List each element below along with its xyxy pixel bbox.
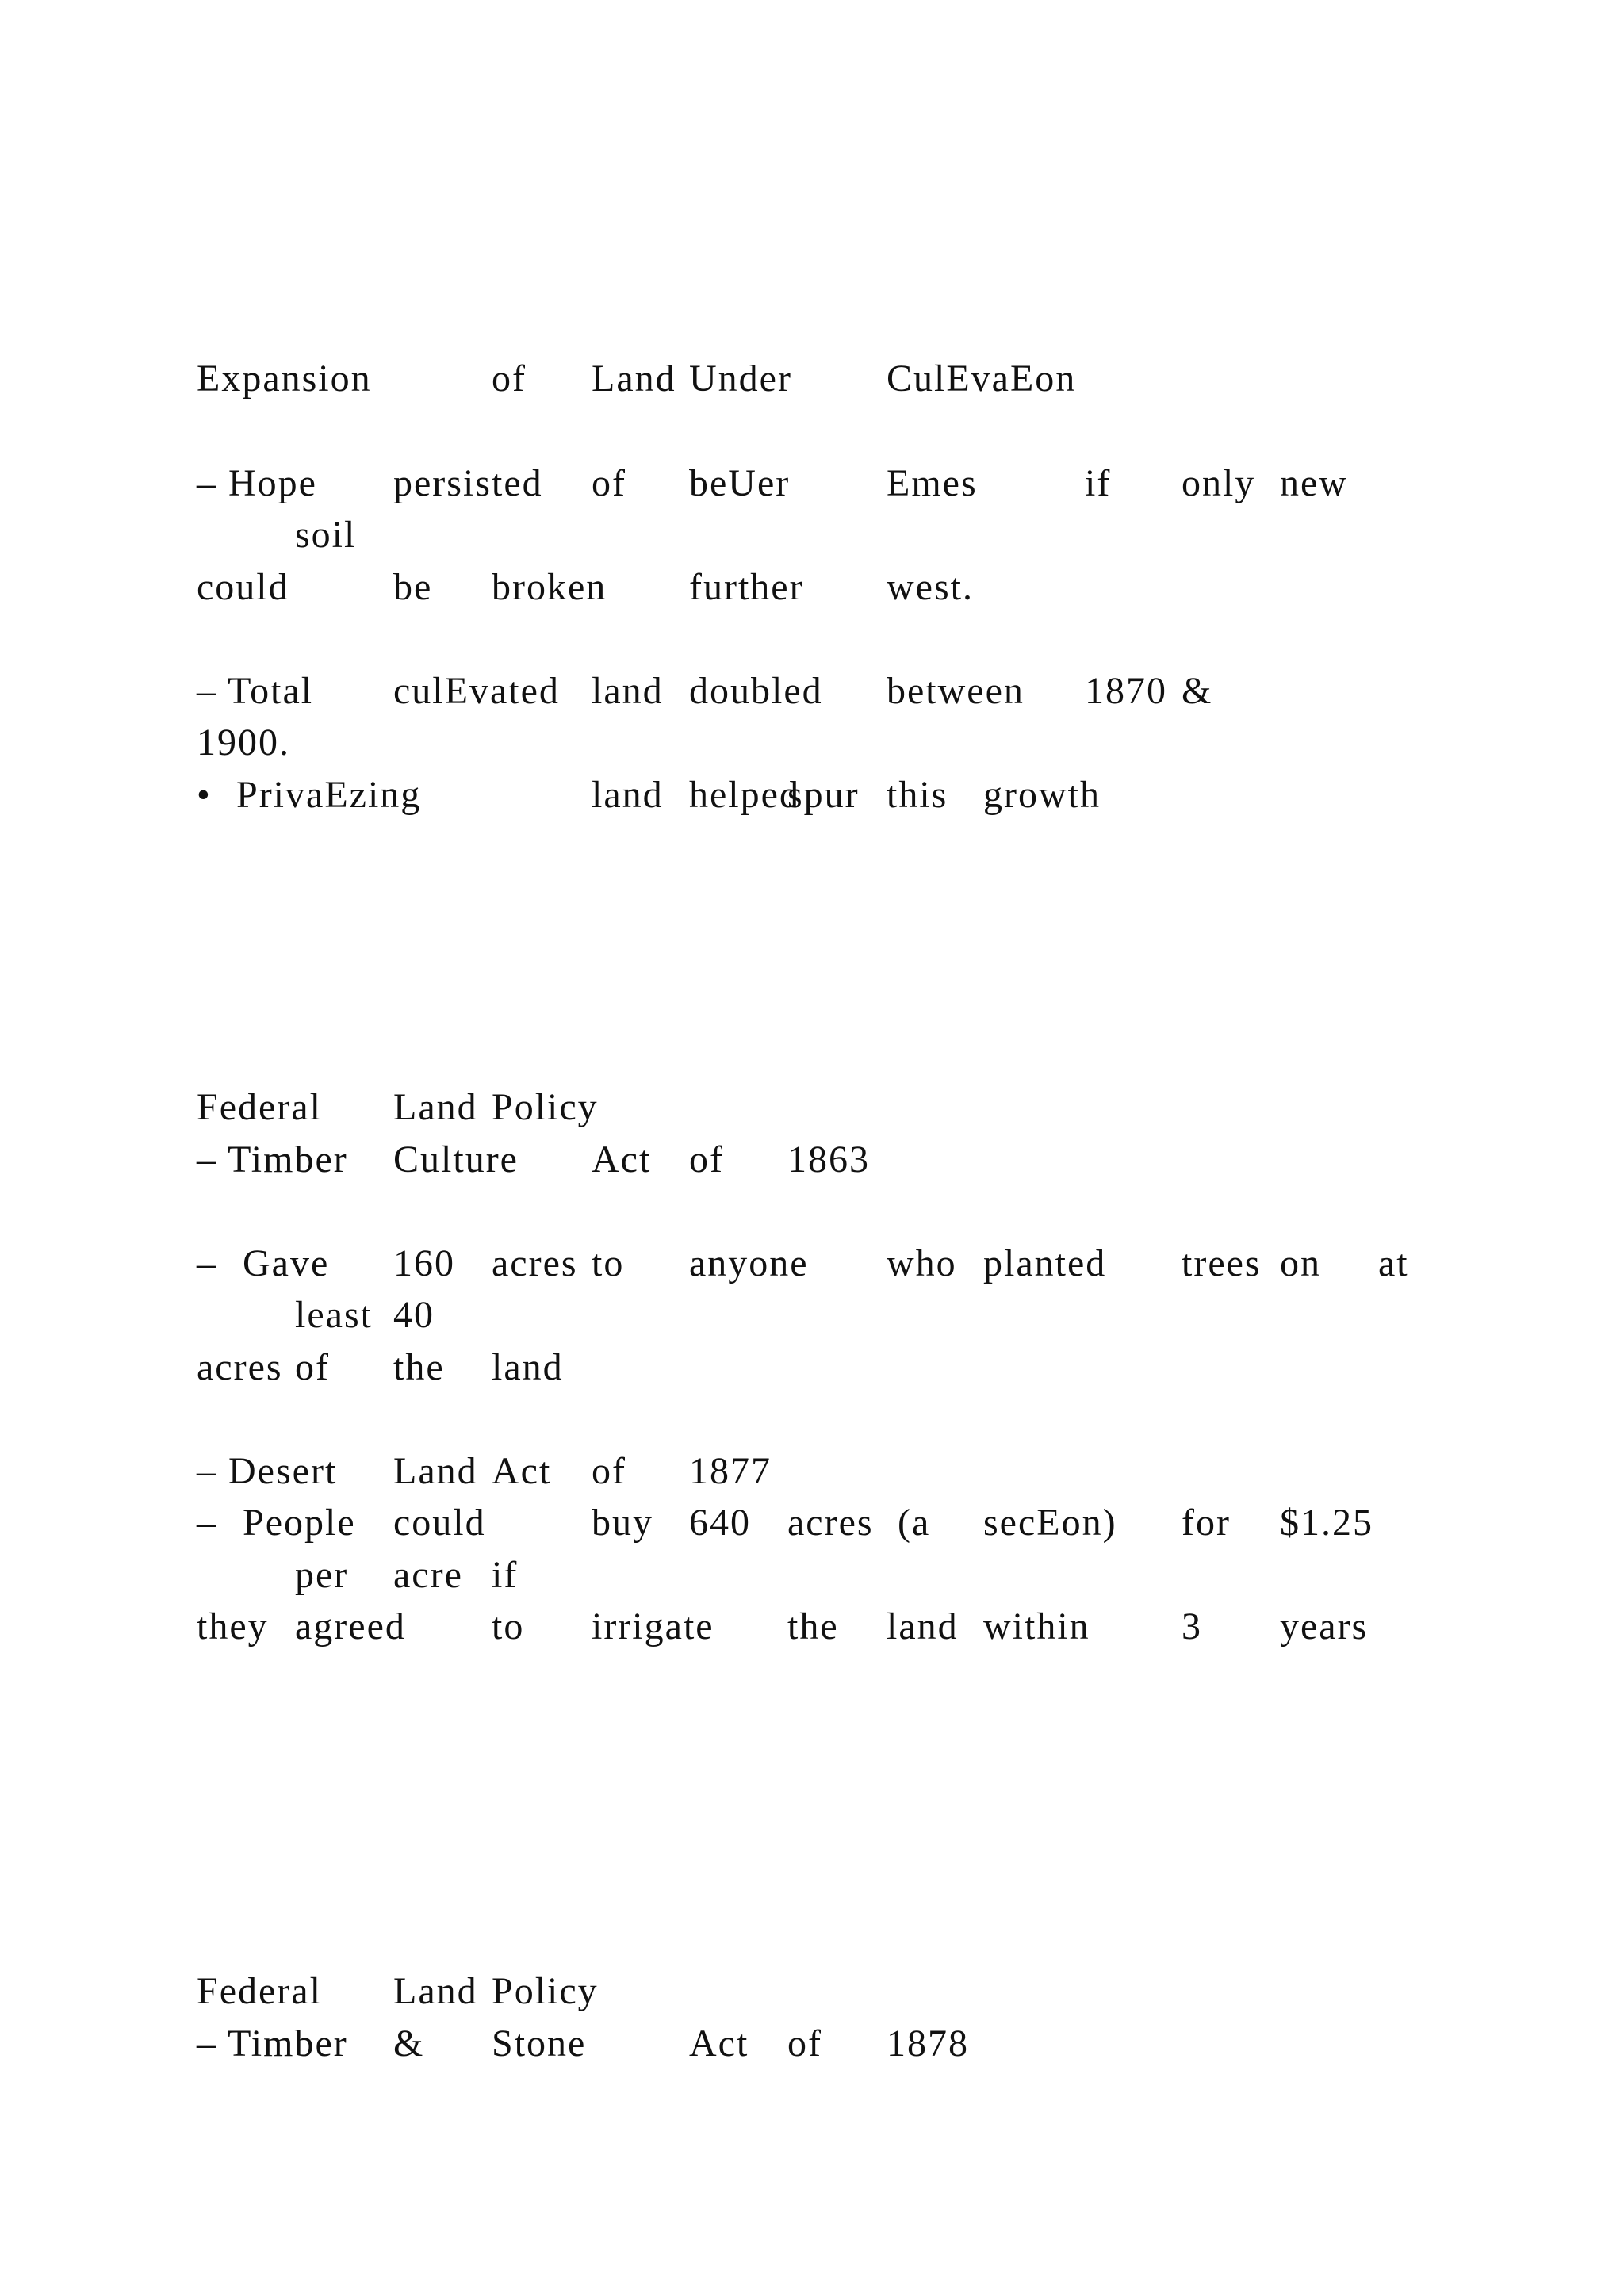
word: Policy	[492, 1970, 599, 2012]
word: to	[492, 1605, 525, 1647]
text-line	[0, 771, 1624, 819]
word: $1.25	[1280, 1502, 1373, 1544]
word: land	[492, 1346, 564, 1388]
text-line	[0, 2020, 1624, 2068]
word: land	[887, 1605, 959, 1647]
section-title	[0, 1968, 1624, 2015]
word: doubled	[689, 670, 823, 712]
word: – Desert	[197, 1450, 338, 1492]
word: if	[492, 1554, 519, 1596]
word: Policy	[492, 1086, 599, 1128]
word: culEvated	[393, 670, 560, 712]
word: be	[393, 566, 433, 608]
word: per	[295, 1554, 349, 1596]
word: acres	[197, 1346, 283, 1388]
text-line	[0, 1344, 1624, 1391]
text-line	[0, 1240, 1624, 1288]
word: of	[787, 2022, 822, 2064]
text-line	[0, 1448, 1624, 1495]
word: Act	[689, 2022, 749, 2064]
word: of	[295, 1346, 330, 1388]
word: buy	[592, 1502, 653, 1544]
word: Act	[592, 1138, 652, 1181]
word: if	[1085, 462, 1112, 504]
word: irrigate	[592, 1605, 714, 1647]
text-line	[0, 564, 1624, 611]
word: –	[197, 1242, 217, 1284]
word: further	[689, 566, 804, 608]
word: persisted	[393, 462, 543, 504]
word: anyone	[689, 1242, 809, 1284]
word: spur	[787, 774, 860, 816]
word: within	[983, 1605, 1090, 1647]
word: 3	[1182, 1605, 1202, 1647]
word: beUer	[689, 462, 791, 504]
word: this	[887, 774, 948, 816]
word: least	[295, 1294, 373, 1336]
word: Federal	[197, 1086, 322, 1128]
word: between	[887, 670, 1025, 712]
bullet-icon: •	[197, 774, 212, 816]
word: (a	[898, 1502, 931, 1544]
word: 40	[393, 1294, 435, 1336]
word: could	[393, 1502, 486, 1544]
word: People	[243, 1502, 356, 1544]
word: – Timber	[197, 2022, 348, 2064]
word: acres	[492, 1242, 578, 1284]
word: who	[887, 1242, 957, 1284]
text-line	[0, 1603, 1624, 1651]
word: Stone	[492, 2022, 587, 2064]
word: land	[592, 670, 664, 712]
text-line	[0, 1292, 1624, 1339]
word: trees	[1182, 1242, 1262, 1284]
word: broken	[492, 566, 607, 608]
text-line	[0, 460, 1624, 507]
word: soil	[295, 514, 357, 556]
word: &	[393, 2022, 425, 2064]
word: 1900.	[197, 721, 290, 763]
word: Emes	[887, 462, 978, 504]
word: Federal	[197, 1970, 322, 2012]
text-line	[0, 511, 1624, 559]
word: the	[393, 1346, 445, 1388]
text-line	[0, 1136, 1624, 1184]
word: the	[787, 1605, 839, 1647]
word: of	[689, 1138, 724, 1181]
word: Gave	[243, 1242, 330, 1284]
word: Land	[393, 1450, 478, 1492]
word: Land	[592, 358, 676, 400]
word: planted	[983, 1242, 1107, 1284]
word: PrivaEzing	[236, 774, 422, 816]
word: to	[592, 1242, 625, 1284]
word: Land	[393, 1086, 478, 1128]
section-title	[0, 355, 1624, 403]
word: agreed	[295, 1605, 406, 1647]
word: Under	[689, 358, 792, 400]
word: could	[197, 566, 289, 608]
word: 1863	[787, 1138, 870, 1181]
word: 640	[689, 1502, 751, 1544]
word: for	[1182, 1502, 1231, 1544]
text-line	[0, 668, 1624, 715]
word: new	[1280, 462, 1348, 504]
word: –	[197, 1502, 217, 1544]
word: acre	[393, 1554, 463, 1596]
word: acres	[787, 1502, 874, 1544]
word: on	[1280, 1242, 1321, 1284]
word: 160	[393, 1242, 455, 1284]
word: CulEvaEon	[887, 358, 1077, 400]
text-line	[0, 719, 1624, 767]
word: &	[1182, 670, 1213, 712]
word: they	[197, 1605, 269, 1647]
word: 1870	[1085, 670, 1167, 712]
word: years	[1280, 1605, 1369, 1647]
word: – Timber	[197, 1138, 348, 1181]
text-line	[0, 1499, 1624, 1547]
word: Expansion	[197, 358, 372, 400]
word: at	[1378, 1242, 1409, 1284]
word: of	[592, 462, 626, 504]
word: 1878	[887, 2022, 969, 2064]
word: west.	[887, 566, 974, 608]
word: growth	[983, 774, 1101, 816]
word: only	[1182, 462, 1256, 504]
section-title	[0, 1084, 1624, 1131]
word: Act	[492, 1450, 552, 1492]
text-line	[0, 1552, 1624, 1599]
word: of	[492, 358, 527, 400]
word: land	[592, 774, 664, 816]
word: 1877	[689, 1450, 772, 1492]
word: – Hope	[197, 462, 317, 504]
word: helped	[689, 774, 800, 816]
word: of	[592, 1450, 626, 1492]
word: Culture	[393, 1138, 519, 1181]
word: – Total	[197, 670, 314, 712]
word: Land	[393, 1970, 478, 2012]
word: secEon)	[983, 1502, 1117, 1544]
